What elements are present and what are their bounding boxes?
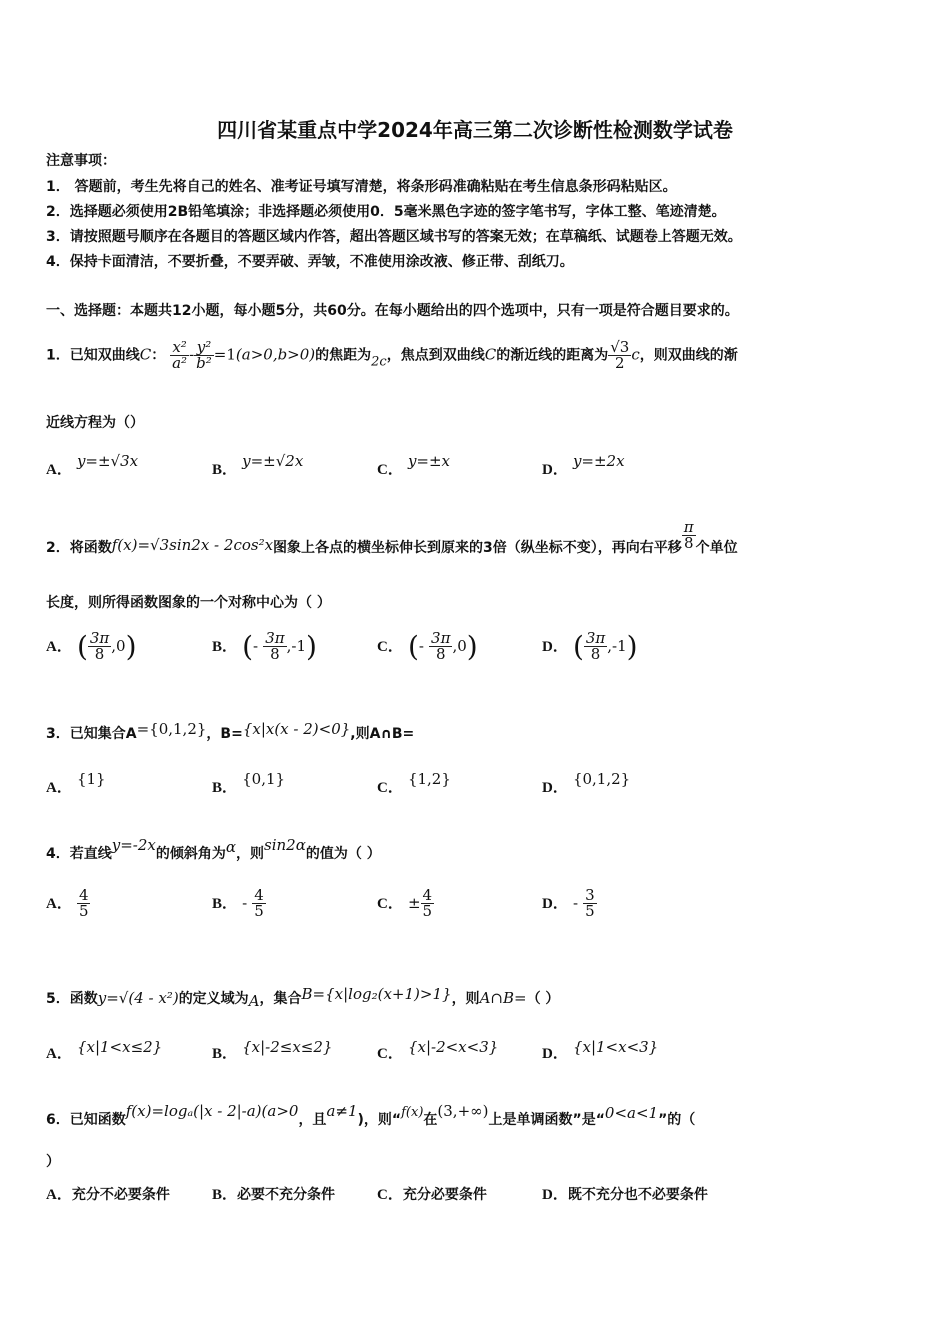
option-d[interactable]: D． {x|1<x<3} — [542, 1038, 659, 1062]
notice-heading: 注意事项： — [46, 153, 116, 169]
question-6: 6．已知函数f(x)=logₐ(|x - 2|-a)(a>0，且a≠1)，则“f(x)在(3,+∞)上是单调函数”是“0<a<1”的（ — [46, 1102, 696, 1128]
option-d[interactable]: D． y=±2x — [542, 452, 625, 478]
notice-item: 3．请按照题号顺序在各题目的答题区域内作答，超出答题区域书写的答案无效；在草稿纸、试题卷上答题无效。 — [46, 229, 742, 245]
option-c[interactable]: C． ± $\frac{4}{5}$ — [377, 886, 433, 920]
option-a[interactable]: A． $\frac{4}{5}$ — [46, 886, 89, 920]
option-d[interactable]: D． - $\frac{3}{5}$ — [542, 886, 595, 920]
page-title: 四川省某重点中学2024年高三第二次诊断性检测数学试卷 — [217, 118, 733, 142]
option-c[interactable]: C． {1,2} — [377, 770, 451, 796]
option-d[interactable]: D． {0,1,2} — [542, 770, 631, 796]
option-a[interactable]: A．充分不必要条件 — [46, 1187, 170, 1203]
fraction: $\frac{√3}{2}$ — [610, 338, 630, 372]
option-b[interactable]: B． {x|-2≤x≤2} — [212, 1038, 333, 1062]
option-b[interactable]: B．必要不充分条件 — [212, 1187, 336, 1203]
question-1-cont: 近线方程为（） — [46, 415, 144, 431]
option-c[interactable]: C． (- $\frac{3\pi}{8}$ ,0) — [377, 629, 478, 663]
question-2: 2．将函数f(x)=√3sin2x - 2cos²x图象上各点的横坐标伸长到原来的3倍（纵坐标不变），再向右平移 $\frac{\pi}{8}$ 个单位 — [46, 518, 738, 556]
fraction: $\frac{\text{y²}}{\text{b²}}$ — [196, 338, 212, 372]
option-b[interactable]: B． (- $\frac{3\pi}{8}$ ,-1) — [212, 629, 317, 663]
option-b[interactable]: B． y=±√2x — [212, 452, 304, 478]
section-heading: 一、选择题：本题共12小题，每小题5分，共60分。在每小题给出的四个选项中，只有一项是符合题目要求的。 — [46, 303, 739, 319]
option-a[interactable]: A． y=±√3x — [46, 452, 139, 478]
question-5: 5．函数y=√(4 - x²)的定义域为A，集合B={x|log₂(x+1)>1}，则A∩B=（ ） — [46, 985, 560, 1010]
notice-item: 2．选择题必须使用2B铅笔填涂；非选择题必须使用0．5毫米黑色字迹的签字笔书写，字体工整、笔迹清楚。 — [46, 204, 726, 220]
option-c[interactable]: C． {x|-2<x<3} — [377, 1038, 499, 1062]
option-a[interactable]: A． {1} — [46, 770, 106, 796]
option-b[interactable]: B． - $\frac{4}{5}$ — [212, 886, 264, 920]
option-d[interactable]: D．既不充分也不必要条件 — [542, 1187, 708, 1203]
option-d[interactable]: D． ( $\frac{3\pi}{8}$ ,-1) — [542, 629, 638, 663]
option-a[interactable]: A． {x|1<x≤2} — [46, 1038, 163, 1062]
notice-item: 1． 答题前，考生先将自己的姓名、准考证号填写清楚，将条形码准确粘贴在考生信息条形码粘贴区。 — [46, 179, 677, 195]
notice-item: 4．保持卡面清洁，不要折叠，不要弄破、弄皱，不准使用涂改液、修正带、刮纸刀。 — [46, 254, 574, 270]
fraction: $\frac{\pi}{8}$ — [683, 518, 694, 552]
question-3: 3．已知集合A={0,1,2}，B={x|x(x - 2)<0},则A∩B= — [46, 720, 415, 742]
question-4: 4．若直线y=-2x的倾斜角为α，则sin2α的值为（ ） — [46, 836, 381, 862]
option-c[interactable]: C．充分必要条件 — [377, 1187, 487, 1203]
question-2-cont: 长度，则所得函数图象的一个对称中心为（ ） — [46, 595, 331, 611]
option-b[interactable]: B． {0,1} — [212, 770, 286, 796]
question-6-cont: ） — [46, 1154, 60, 1170]
fraction: $\frac{\text{x²}}{\text{a²}}$ — [172, 338, 188, 372]
option-a[interactable]: A． ( $\frac{3\pi}{8}$ ,0) — [46, 629, 137, 663]
question-1: 1．已知双曲线C： $\frac{\text{x²}}{\text{a²}}$ - $\frac{\text{y²}}{\text{b²}}$ =1(a>0,b>0)的焦距为2c，焦点到双曲线C的渐近线的距离为 $\frac{√3}{2}$ c，则双曲线的渐 — [46, 338, 738, 372]
option-c[interactable]: C． y=±x — [377, 452, 451, 478]
